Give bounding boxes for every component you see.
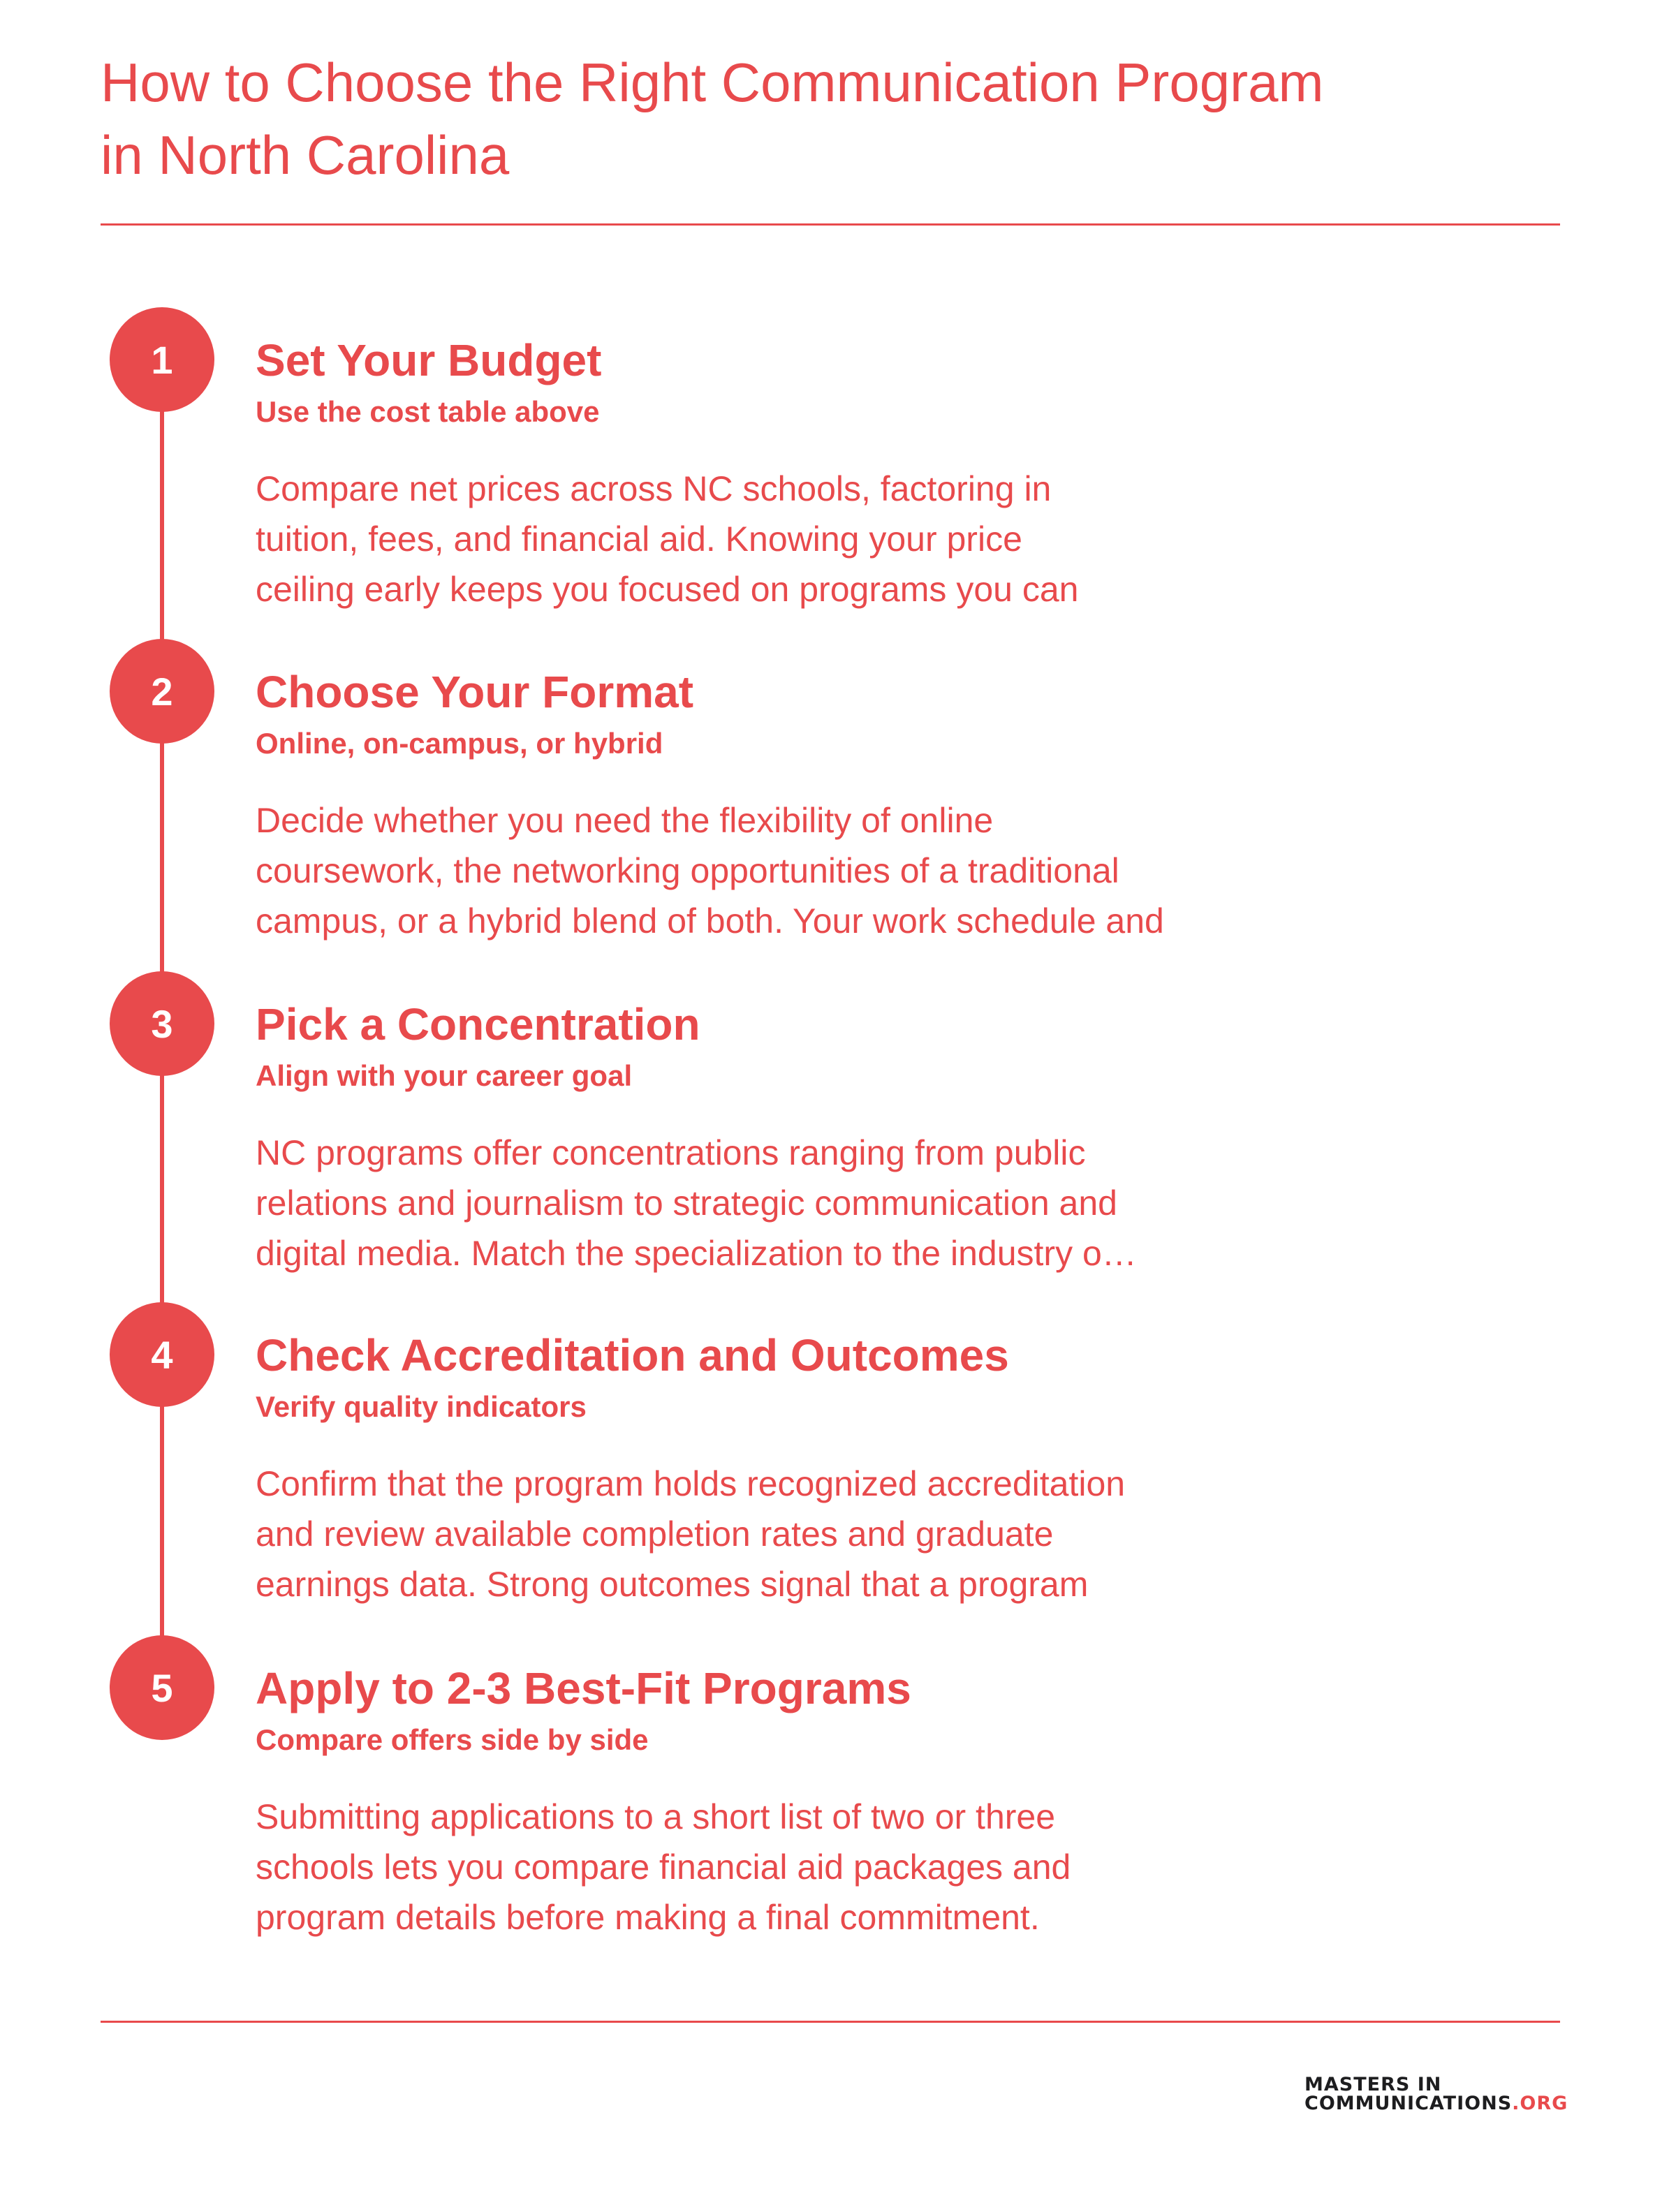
step-description-line: coursework, the networking opportunities of a traditional <box>256 851 1119 890</box>
step-number-badge: 1 <box>110 307 214 412</box>
step-3 <box>256 998 1317 1278</box>
step-number-badge: 5 <box>110 1635 214 1740</box>
step-description-line: digital media. Match the specialization to the industry o… <box>256 1234 1137 1273</box>
logo-suffix: .ORG <box>1512 2093 1568 2114</box>
step-1 <box>256 334 1317 614</box>
step-description-line: Confirm that the program holds recognized accreditation <box>256 1464 1126 1503</box>
step-title: Pick a Concentration <box>256 999 700 1049</box>
step-description-line: tuition, fees, and financial aid. Knowing your price <box>256 519 1022 559</box>
step-description-line: program details before making a final commitment. <box>256 1898 1040 1937</box>
step-description <box>256 1792 1303 1942</box>
step-title: Check Accreditation and Outcomes <box>256 1330 1009 1380</box>
step-description-line: earnings data. Strong outcomes signal that a program <box>256 1565 1089 1604</box>
step-subtitle: Verify quality indicators <box>256 1390 587 1423</box>
step-number-badge: 4 <box>110 1302 214 1407</box>
step-number-badge: 2 <box>110 639 214 744</box>
page-title <box>101 46 1497 191</box>
step-description-line: schools lets you compare financial aid packages and <box>256 1848 1071 1887</box>
step-description <box>256 1459 1303 1609</box>
step-description-line: Decide whether you need the flexibility of online <box>256 801 994 840</box>
step-subtitle: Align with your career goal <box>256 1059 633 1092</box>
step-description-line: Compare net prices across NC schools, factoring in <box>256 469 1052 508</box>
step-description <box>256 1128 1303 1278</box>
logo-line-1: MASTERS IN <box>1304 2074 1442 2095</box>
step-title: Set Your Budget <box>256 335 602 385</box>
step-description-line: ceiling early keeps you focused on programs you can <box>256 570 1079 609</box>
step-description-line: NC programs offer concentrations ranging from public <box>256 1133 1086 1172</box>
step-description-line: and review available completion rates and graduate <box>256 1514 1054 1554</box>
step-description <box>256 464 1303 614</box>
logo-main-text: COMMUNICATIONS <box>1304 2093 1513 2114</box>
page-title-line: in North Carolina <box>101 124 510 186</box>
top-divider <box>101 223 1560 226</box>
mastersincommunications-logo <box>1304 2075 1568 2113</box>
step-title: Apply to 2-3 Best-Fit Programs <box>256 1663 911 1713</box>
step-description-line: Submitting applications to a short list of two or three <box>256 1797 1056 1836</box>
step-subtitle: Compare offers side by side <box>256 1723 649 1756</box>
page-title-line: How to Choose the Right Communication Program <box>101 52 1324 113</box>
step-title: Choose Your Format <box>256 667 694 717</box>
step-description-line: campus, or a hybrid blend of both. Your work schedule and <box>256 901 1164 941</box>
step-4 <box>256 1329 1317 1609</box>
step-number-badge: 3 <box>110 971 214 1076</box>
step-description-line: relations and journalism to strategic communication and <box>256 1184 1117 1223</box>
step-5 <box>256 1662 1317 1942</box>
step-description <box>256 795 1303 946</box>
logo-line-2 <box>1304 2094 1568 2113</box>
step-2 <box>256 665 1317 946</box>
step-subtitle: Use the cost table above <box>256 395 600 428</box>
step-subtitle: Online, on-campus, or hybrid <box>256 727 663 760</box>
bottom-divider <box>101 2021 1560 2023</box>
